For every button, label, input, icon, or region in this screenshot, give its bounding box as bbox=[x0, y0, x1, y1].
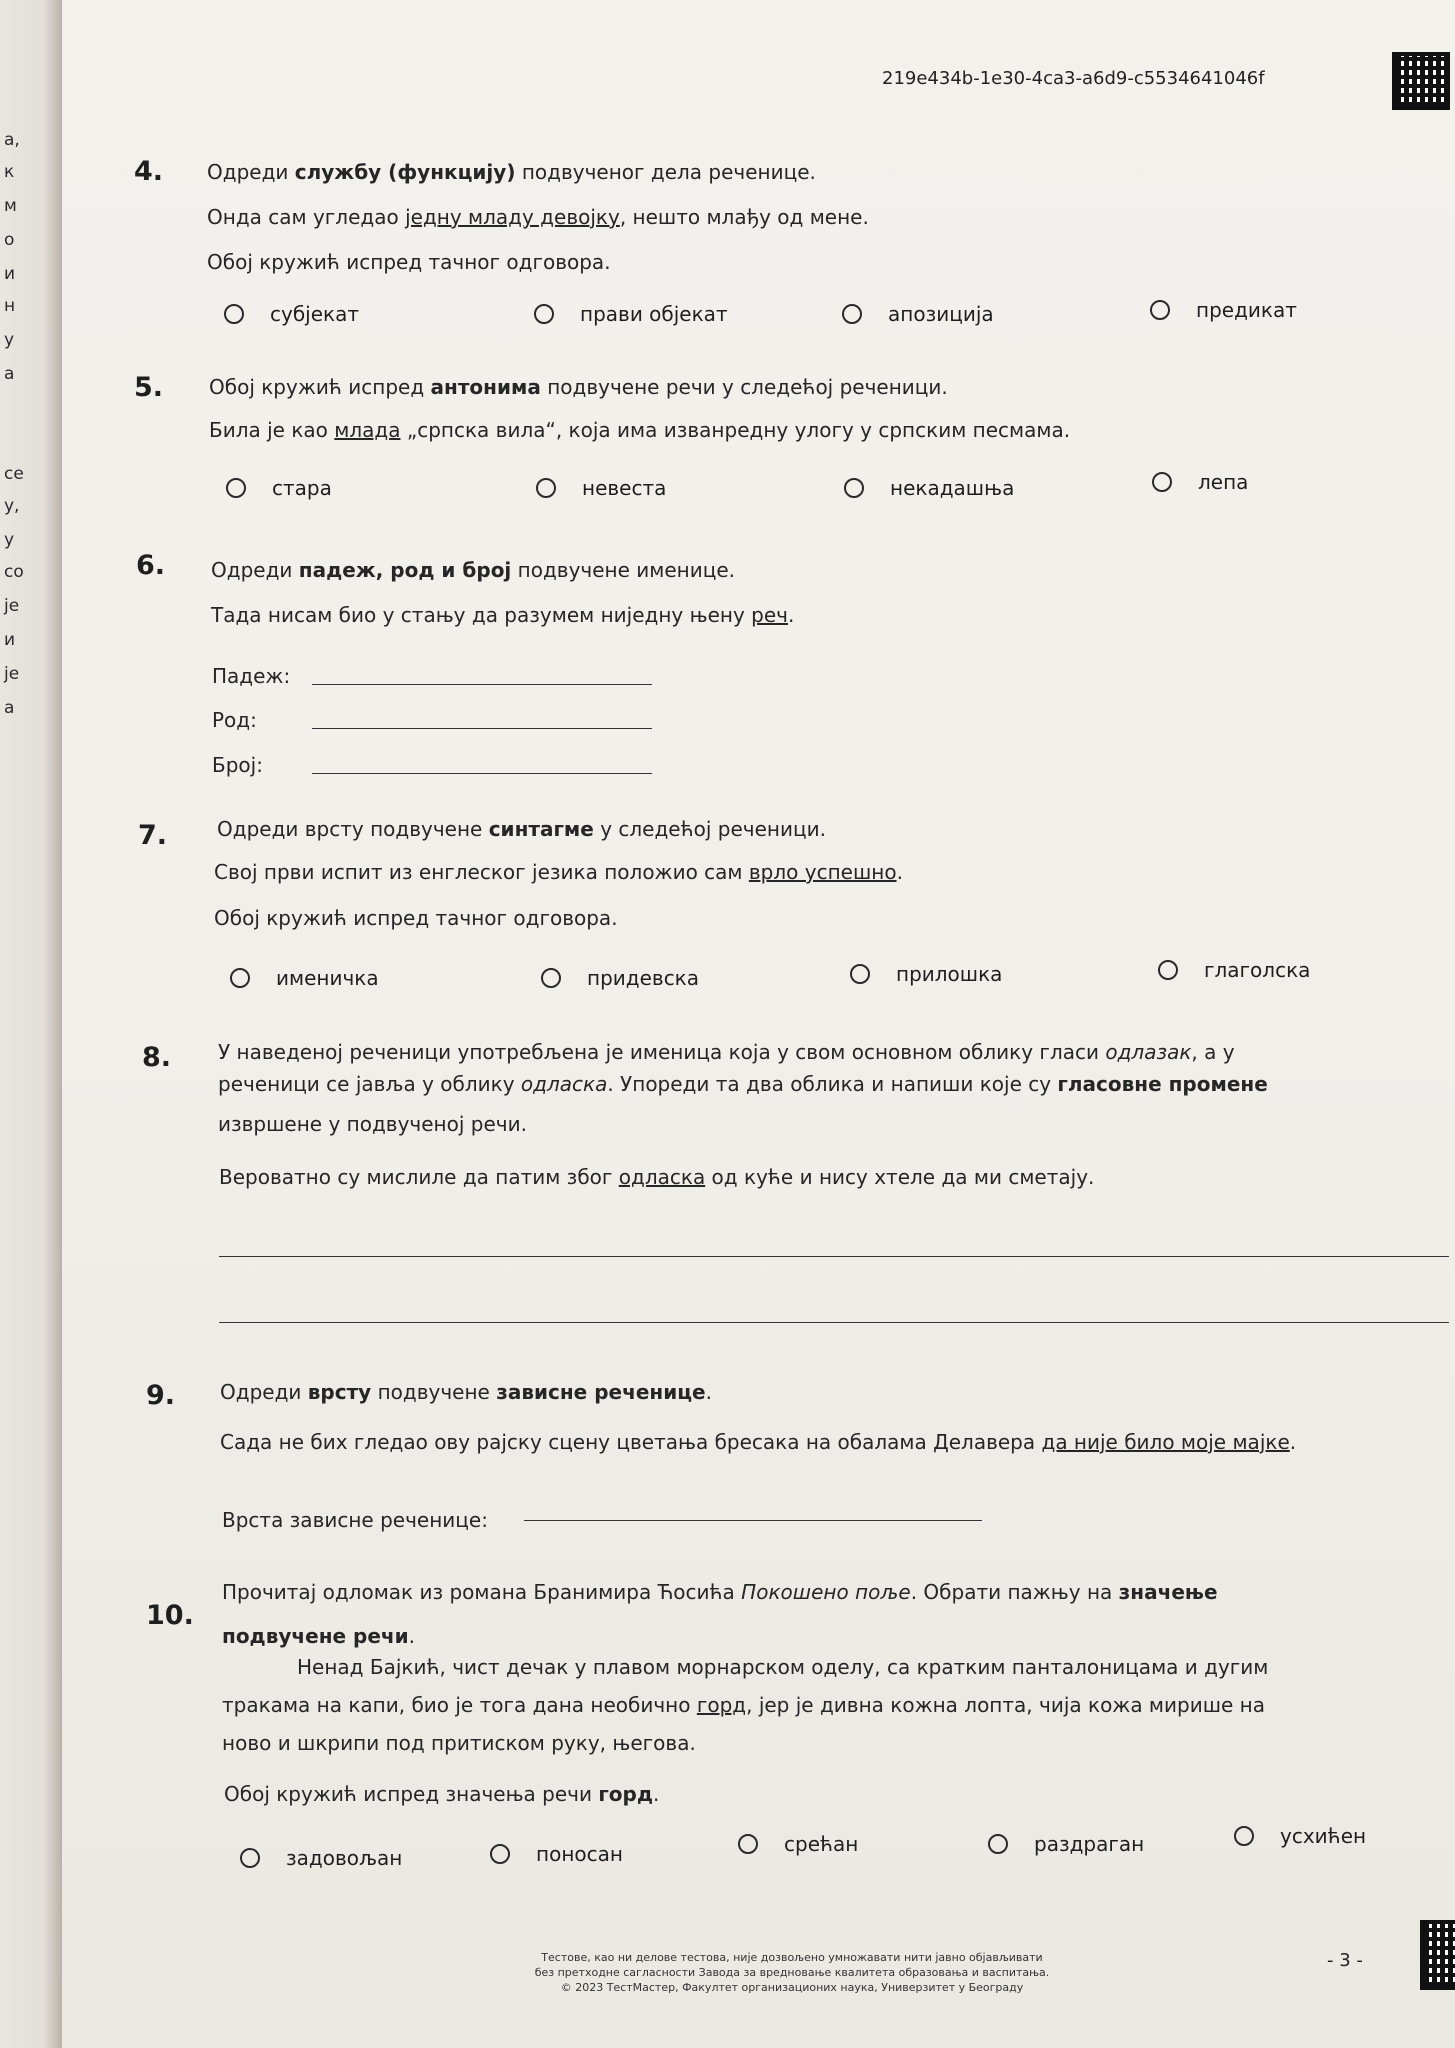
footer-line-3: © 2023 ТестМастер, Факултет организационих наука, Универзитет у Београду bbox=[560, 1981, 1024, 1994]
radio-circle[interactable] bbox=[1150, 300, 1170, 320]
left-page-letter: и bbox=[4, 630, 16, 650]
left-page-letter: со bbox=[4, 562, 24, 582]
left-page-edge bbox=[0, 0, 62, 2048]
clause-type-answer-line[interactable] bbox=[524, 1520, 982, 1521]
footer-line-2: без претходне сагласности Завода за вредновање квалитета образовања и васпитања. bbox=[534, 1966, 1050, 1979]
q5-option-3[interactable]: некадашња bbox=[844, 476, 1014, 500]
qr-code-bottom bbox=[1420, 1920, 1455, 1990]
q8-answer-line-1[interactable] bbox=[219, 1256, 1449, 1257]
novel-excerpt bbox=[222, 1648, 1447, 1762]
radio-circle[interactable] bbox=[224, 304, 244, 324]
left-page-letter: м bbox=[4, 196, 17, 216]
question-8-text-line-2: реченици се јавља у облику одласка. Упореди та два облика и напиши које су гласовне промене bbox=[218, 1072, 1268, 1096]
question-10-text-line-1: Прочитај одломак из романа Бранимира Ћосића Покошено поље. Обрати пажњу на значење bbox=[222, 1580, 1218, 1604]
footer-line-1: Тестове, као ни делове тестова, није дозвољено умножавати нити јавно објављивати bbox=[541, 1951, 1043, 1964]
question-5-prompt: Обој кружић испред антонима подвучене речи у следећој реченици. bbox=[209, 375, 948, 399]
radio-circle[interactable] bbox=[988, 1834, 1008, 1854]
radio-circle[interactable] bbox=[1152, 472, 1172, 492]
question-7-number: 7. bbox=[138, 820, 168, 851]
radio-circle[interactable] bbox=[230, 968, 250, 988]
question-7-sentence: Свој први испит из енглеског језика положио сам врло успешно. bbox=[214, 860, 903, 884]
radio-circle[interactable] bbox=[240, 1848, 260, 1868]
q8-answer-line-2[interactable] bbox=[219, 1322, 1449, 1323]
radio-circle[interactable] bbox=[1234, 1826, 1254, 1846]
question-10-text-line-2: подвучене речи. bbox=[222, 1624, 416, 1648]
question-8-sentence: Вероватно су мислиле да патим због одласка од куће и нису хтеле да ми сметају. bbox=[219, 1165, 1095, 1189]
question-4-sentence: Онда сам угледао једну младу девојку, нешто млађу од мене. bbox=[207, 205, 869, 229]
q7-option-3[interactable]: прилошка bbox=[850, 962, 1002, 986]
clause-type-label: Врста зависне реченице: bbox=[222, 1508, 488, 1532]
worksheet-page bbox=[62, 0, 1455, 2048]
q10-option-1[interactable]: задовољан bbox=[240, 1846, 402, 1870]
question-4-number: 4. bbox=[134, 156, 164, 187]
question-5-sentence: Била је као млада „српска вила“, која има изванредну улогу у српским песмама. bbox=[209, 418, 1071, 442]
question-7-instruction: Обој кружић испред тачног одговора. bbox=[214, 906, 618, 930]
left-page-letter: а bbox=[4, 364, 15, 384]
radio-circle[interactable] bbox=[844, 478, 864, 498]
question-5-number: 5. bbox=[134, 372, 164, 403]
left-page-letter: се bbox=[4, 464, 24, 484]
case-label: Падеж: bbox=[212, 664, 291, 688]
excerpt-line-2: тракама на капи, био је тога дана необично горд, јер је дивна кожна лопта, чија кожа мирише на bbox=[222, 1693, 1266, 1717]
question-9-number: 9. bbox=[146, 1380, 176, 1411]
left-page-letter: о bbox=[4, 230, 15, 250]
q4-option-3[interactable]: апозиција bbox=[842, 302, 994, 326]
question-7-prompt: Одреди врсту подвучене синтагме у следећој реченици. bbox=[217, 817, 826, 841]
q10-option-4[interactable]: раздраган bbox=[988, 1832, 1144, 1856]
question-10-number: 10. bbox=[146, 1600, 194, 1631]
q10-option-5[interactable]: усхићен bbox=[1234, 1824, 1366, 1848]
question-6-prompt: Одреди падеж, род и број подвучене именице. bbox=[211, 558, 736, 582]
q10-option-3[interactable]: срећан bbox=[738, 1832, 858, 1856]
left-page-letter: је bbox=[4, 596, 20, 616]
q4-option-4[interactable]: предикат bbox=[1150, 298, 1297, 322]
q4-option-2[interactable]: прави објекат bbox=[534, 302, 728, 326]
question-8-text-line-3: извршене у подвученој речи. bbox=[218, 1112, 527, 1136]
radio-circle[interactable] bbox=[226, 478, 246, 498]
q4-option-1[interactable]: субјекат bbox=[224, 302, 359, 326]
radio-circle[interactable] bbox=[850, 964, 870, 984]
copyright-footer bbox=[482, 1950, 1102, 1995]
page-number: - 3 - bbox=[1327, 1950, 1363, 1971]
number-label: Број: bbox=[212, 753, 263, 777]
question-9-prompt: Одреди врсту подвучене зависне реченице. bbox=[220, 1380, 712, 1404]
question-4-instruction: Обој кружић испред тачног одговора. bbox=[207, 250, 611, 274]
question-8-number: 8. bbox=[142, 1042, 172, 1073]
gender-answer-line[interactable] bbox=[312, 728, 652, 729]
radio-circle[interactable] bbox=[541, 968, 561, 988]
left-page-letter: у bbox=[4, 530, 15, 550]
left-page-letter: а, bbox=[4, 130, 20, 150]
question-4-prompt: Одреди службу (функцију) подвученог дела реченице. bbox=[207, 160, 816, 184]
left-page-letter: је bbox=[4, 664, 20, 684]
q7-option-4[interactable]: глаголска bbox=[1158, 958, 1310, 982]
question-10-instruction: Обој кружић испред значења речи горд. bbox=[224, 1782, 660, 1806]
question-6-sentence: Тада нисам био у стању да разумем ниједну њену реч. bbox=[211, 603, 795, 627]
q10-option-2[interactable]: поносан bbox=[490, 1842, 623, 1866]
q7-option-1[interactable]: именичка bbox=[230, 966, 379, 990]
question-8-text-line-1: У наведеној реченици употребљена је именица која у свом основном облику гласи одлазак, а у bbox=[218, 1040, 1235, 1064]
left-page-letter: и bbox=[4, 264, 16, 284]
radio-circle[interactable] bbox=[1158, 960, 1178, 980]
excerpt-line-1: Ненад Бајкић, чист дечак у плавом морнарском оделу, са кратким панталоницама и дугим bbox=[297, 1655, 1269, 1679]
excerpt-line-3: ново и шкрипи под притиском руку, његова. bbox=[222, 1731, 696, 1755]
q7-option-2[interactable]: придевска bbox=[541, 966, 699, 990]
radio-circle[interactable] bbox=[536, 478, 556, 498]
radio-circle[interactable] bbox=[738, 1834, 758, 1854]
radio-circle[interactable] bbox=[842, 304, 862, 324]
left-page-letter: к bbox=[4, 162, 15, 182]
qr-code-top bbox=[1392, 52, 1450, 110]
document-code: 219e434b-1e30-4ca3-a6d9-c5534641046f bbox=[882, 68, 1265, 89]
left-page-letter: а bbox=[4, 698, 15, 718]
number-answer-line[interactable] bbox=[312, 773, 652, 774]
question-9-sentence: Сада не бих гледао ову рајску сцену цветања бресака на обалама Делавера да није било моје мајке. bbox=[220, 1430, 1297, 1454]
q5-option-2[interactable]: невеста bbox=[536, 476, 666, 500]
gender-label: Род: bbox=[212, 708, 257, 732]
radio-circle[interactable] bbox=[534, 304, 554, 324]
q5-option-1[interactable]: стара bbox=[226, 476, 332, 500]
case-answer-line[interactable] bbox=[312, 684, 652, 685]
radio-circle[interactable] bbox=[490, 1844, 510, 1864]
left-page-letter: н bbox=[4, 296, 16, 316]
q5-option-4[interactable]: лепа bbox=[1152, 470, 1248, 494]
left-page-letter: у bbox=[4, 330, 15, 350]
question-6-number: 6. bbox=[136, 550, 166, 581]
left-page-letter: у, bbox=[4, 496, 20, 516]
